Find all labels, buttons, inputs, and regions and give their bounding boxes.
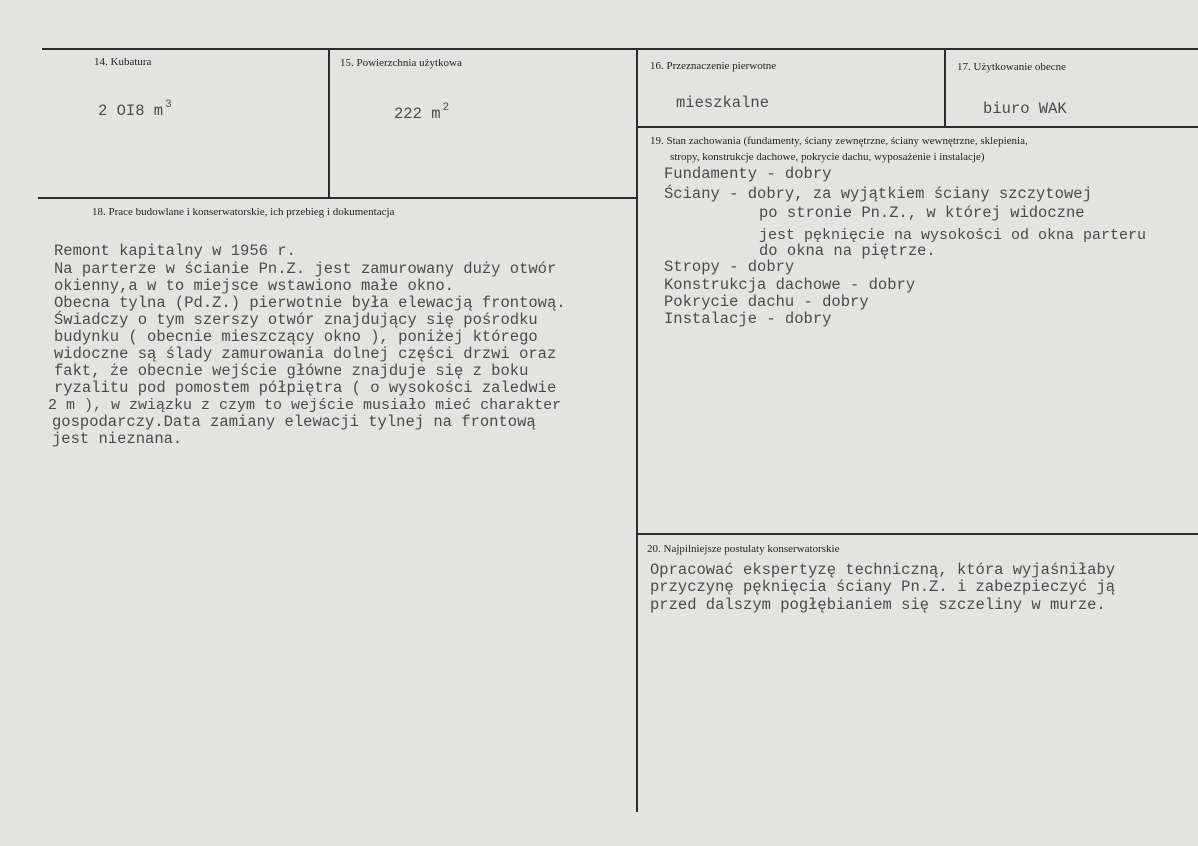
text-line: Konstrukcja dachowe - dobry [664,276,916,294]
text-line: ryzalitu pod pomostem półpiętra ( o wysokości zaledwie [54,379,557,397]
text-line: jest pęknięcie na wysokości od okna parteru [759,227,1147,244]
text-line: gospodarczy.Data zamiany elewacji tylnej na frontową [52,413,536,431]
text-line: Opracować ekspertyzę techniczną, która wyjaśniłaby [650,561,1116,579]
text-line: budynku ( obecnie mieszczący okno ), poniżej którego [54,328,538,346]
text-line: Instalacje - dobry [664,310,832,328]
text-line: Ściany - dobry, za wyjątkiem ściany szczytowej [664,185,1092,203]
text-line: Świadczy o tym szerszy otwór znajdujący się pośrodku [54,311,538,329]
text-line: widoczne są ślady zamurowania dolnej części drzwi oraz [54,345,557,363]
field-14-value: 2 OI8 m $^3$ [98,99,172,120]
field-17-label: 17. Użytkowanie obecne [957,61,1067,73]
top-rule [42,48,1198,50]
rule-below-17 [638,126,1198,128]
field-17-value: biuro WAK [983,100,1067,118]
text-line: Remont kapitalny w 1956 r. [54,242,296,260]
text-line: 2 m ), w związku z czym to wejście musiało mieć charakter [48,397,562,414]
text-line: Fundamenty - dobry [664,165,832,183]
text-line: fakt, że obecnie wejście główne znajduje się z boku [54,362,529,380]
text-line: Pokrycie dachu - dobry [664,293,869,311]
main-vertical-divider [636,48,638,812]
text-line: do okna na piętrze. [759,242,936,260]
field-16-label: 16. Przeznaczenie pierwotne [650,60,777,72]
text-line: przed dalszym pogłębianiem się szczeliny w murze. [650,596,1106,614]
field-15-label: 15. Powierzchnia użytkowa [340,57,462,69]
field-15-value: 222 m $^2$ [394,102,450,123]
field-20-label: 20. Najpilniejsze postulaty konserwatorskie [647,543,840,555]
rule-above-20 [638,533,1198,535]
text-line: po stronie Pn.Z., w której widoczne [759,204,1085,222]
field-19-label-line1: 19. Stan zachowania (fundamenty, ściany zewnętrzne, ściany wewnętrzne, sklepienia, [650,135,1028,147]
text-line: jest nieznana. [52,430,183,448]
text-line: okienny,a w to miejsce wstawiono małe okno. [54,277,454,295]
text-line: Na parterze w ścianie Pn.Z. jest zamurowany duży otwór [54,260,557,278]
field-18-label: 18. Prace budowlane i konserwatorskie, ich przebieg i dokumentacja [92,206,395,218]
rule-above-18 [38,197,638,199]
field-16-value: mieszkalne [676,94,770,112]
text-line: przyczynę pęknięcia ściany Pn.Z. i zabezpieczyć ją [650,578,1116,596]
divider-14-15 [328,48,330,198]
text-line: Stropy - dobry [664,258,795,276]
field-14-label: 14. Kubatura [94,56,152,68]
text-line: Obecna tylna (Pd.Z.) pierwotnie była elewacją frontową. [54,294,566,312]
field-19-label-line2: stropy, konstrukcje dachowe, pokrycie dachu, wyposażenie i instalacje) [670,151,985,163]
divider-16-17 [944,48,946,127]
